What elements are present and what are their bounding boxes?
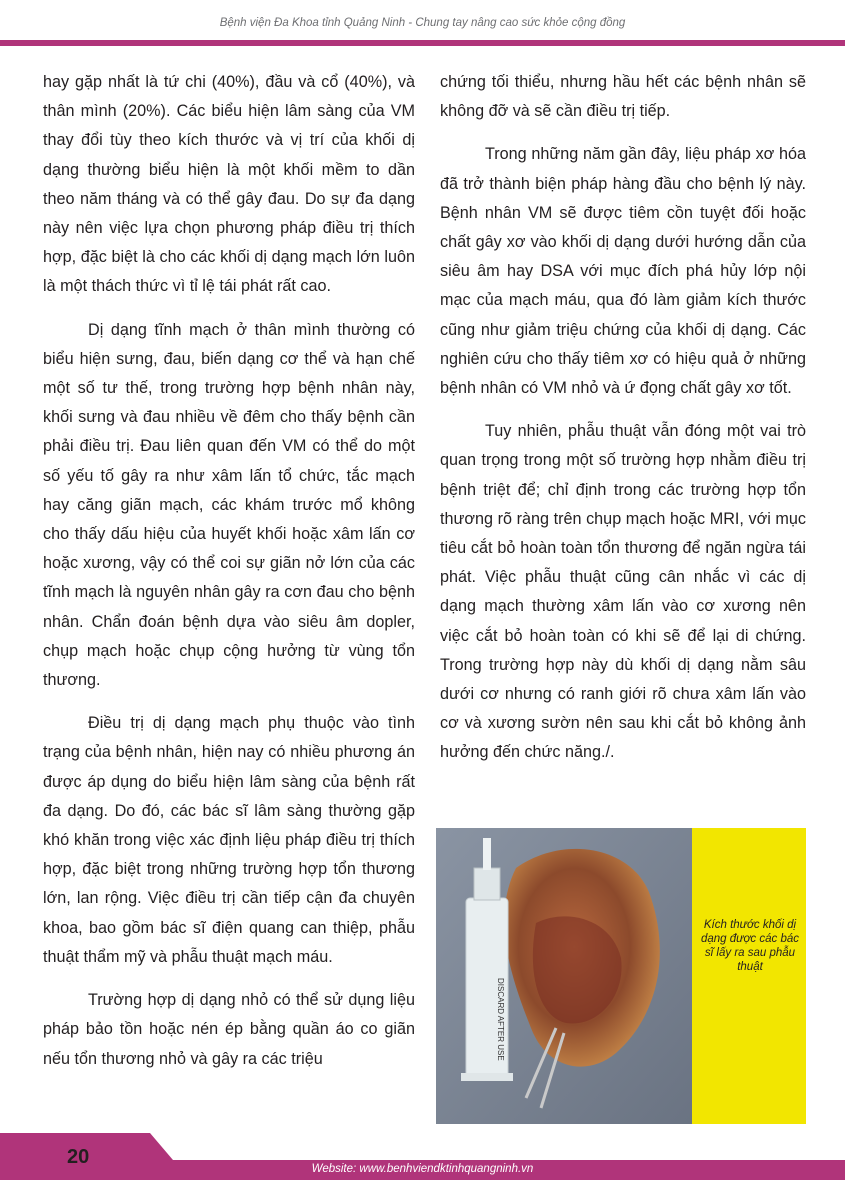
- surgical-specimen-photo: [436, 828, 692, 1124]
- paragraph: hay gặp nhất là tứ chi (40%), đầu và cổ (40%), và thân mình (20%). Các biểu hiện lâm sàng của VM thay đổi tùy theo kích thước và vị trí của khối dị dạng thường biểu hiện là một khối mềm to dần theo năm tháng và có thể gây đau. Do sự đa dạng này nên việc lựa chọn phương pháp điều trị thích hợp, đặc biệt là cho các khối dị dạng mạch lớn luôn là một thách thức vì tỉ lệ tái phát rất cao.: [43, 73, 415, 296]
- header-rule: [0, 40, 845, 46]
- header-title: Bệnh viện Đa Khoa tỉnh Quảng Ninh - Chung tay nâng cao sức khỏe cộng đồng: [219, 17, 626, 29]
- website-link[interactable]: Website: www.benhviendktinhquangninh.vn: [311, 1163, 534, 1175]
- page-number: 20: [67, 1146, 90, 1168]
- paragraph: chứng tối thiểu, nhưng hầu hết các bệnh nhân sẽ không đỡ và sẽ cần điều trị tiếp.: [440, 73, 806, 121]
- footer: [0, 1133, 845, 1200]
- paragraph: Dị dạng tĩnh mạch ở thân mình thường có biểu hiện sưng, đau, biến dạng cơ thể và hạn chế một số tư thế, trong trường hợp bệnh nhân này, khối sưng và đau nhiều về đêm cho thấy bệnh cần phải điều trị. Đau liên quan đến VM có thể do một số yếu tố gây ra như xâm lấn tổ chức, tắc mạch hay căng giãn mạch, các khám trước mổ không cho thấy dấu hiệu của huyết khối hoặc xâm lấn cơ hoặc xương, vậy có thể coi sự giãn nở lớn của các tĩnh mạch là nguyên nhân gây ra cơn đau cho bệnh nhân. Chẩn đoán bệnh dựa vào siêu âm dopler, chụp mạch hoặc chụp cộng hưởng từ vùng tổn thương.: [43, 320, 415, 690]
- figure-caption: Kích thước khối dị dạng được các bác sĩ lấy ra sau phẫu thuật: [701, 919, 799, 973]
- left-column: [43, 68, 415, 1088]
- caption-band: [692, 828, 806, 1124]
- paragraph: Điều trị dị dạng mạch phụ thuộc vào tình trạng của bệnh nhân, hiện nay có nhiều phương án được áp dụng do biểu hiện lâm sàng của bệnh rất đa dạng. Do đó, các bác sĩ lâm sàng thường gặp khó khăn trong việc xác định liệu pháp điều trị thích hợp, đặc biệt trong những trường hợp tổn thương lớn, lan rộng. Việc điều trị cần tiếp cận đa chuyên khoa, bao gồm bác sĩ điện quang can thiệp, phẫu thuật thẩm mỹ và phẫu thuật mạch máu.: [43, 714, 415, 966]
- svg-text:DISCARD AFTER USE: DISCARD AFTER USE: [496, 978, 505, 1061]
- paragraph: Tuy nhiên, phẫu thuật vẫn đóng một vai trò quan trọng trong một số trường hợp nhằm điều trị bệnh triệt để; chỉ định trong các trường hợp tổn thương rõ ràng trên chụp mạch hoặc MRI, với mục tiêu cắt bỏ hoàn toàn tổn thương để ngăn ngừa tái phát. Việc phẫu thuật cũng cân nhắc vì các dị dạng mạch thường xâm lấn vào cơ xương nên việc cắt bỏ hoàn toàn có khi sẽ để lại di chứng. Trong trường hợp này dù khối dị dạng nằm sâu dưới cơ nhưng có ranh giới rõ chưa xâm lấn vào cơ và xương sườn nên sau khi cắt bỏ không ảnh hưởng đến chức năng./.: [440, 422, 806, 762]
- paragraph: Trường hợp dị dạng nhỏ có thể sử dụng liệu pháp bảo tồn hoặc nén ép bằng quần áo co giãn nếu tổn thương nhỏ và gây ra các triệu: [43, 991, 415, 1068]
- right-column: [440, 68, 806, 782]
- paragraph: Trong những năm gần đây, liệu pháp xơ hóa đã trở thành biện pháp hàng đầu cho bệnh lý này. Bệnh nhân VM sẽ được tiêm cồn tuyệt đối hoặc chất gây xơ vào khối dị dạng dưới hướng dẫn của siêu âm hay DSA với mục đích phá hủy lớp nội mạc của mạch máu, qua đó làm giảm kích thước cũng như giảm triệu chứng của khối dị dạng. Các nghiên cứu cho thấy tiêm xơ có hiệu quả ở những bệnh nhân có VM nhỏ và ứ đọng chất gây xơ tốt.: [440, 145, 806, 398]
- specimen-image: [436, 828, 692, 1124]
